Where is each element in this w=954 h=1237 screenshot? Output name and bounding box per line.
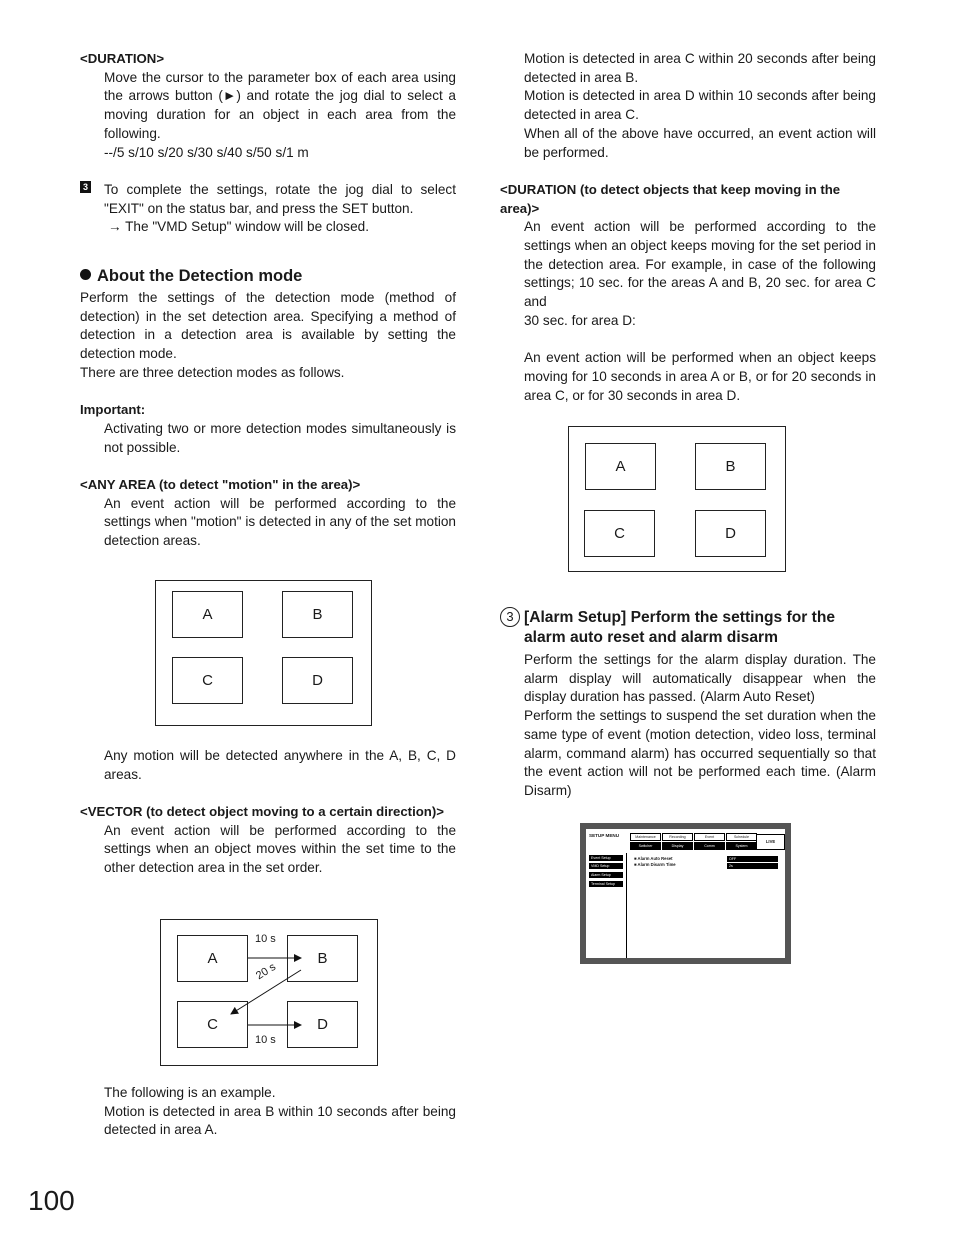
right-column — [500, 50, 876, 405]
area-a: A — [177, 935, 248, 982]
page-number: 100 — [28, 1185, 75, 1216]
any-area-after-text: Any motion will be detected anywhere in the A, B, C, D areas. — [104, 748, 456, 782]
duration-options: --/5 s/10 s/20 s/30 s/40 s/50 s/1 m — [104, 144, 309, 160]
area-a: A — [585, 443, 656, 490]
arrow-label-top: 10 s — [255, 933, 276, 945]
important-heading: Important: — [80, 402, 146, 418]
area-c: C — [584, 510, 655, 557]
vector-heading: <VECTOR (to detect object moving to a certain direction)> — [80, 804, 444, 819]
area-d: D — [282, 657, 353, 704]
duration2-heading: <DURATION (to detect objects that keep moving in the area)> — [500, 181, 841, 216]
about-paragraph-2: There are three detection modes as follows. — [80, 364, 345, 380]
duration2-text: An event action will be performed according to the settings when an object keeps moving for the set period in the detection area. For example, in case of the following settings; 10 sec. for the areas A and B, 20 sec. for area C and — [524, 219, 876, 310]
tab-comm[interactable]: Comm — [694, 842, 725, 850]
tab-display[interactable]: Display — [662, 842, 693, 850]
duration-diagram — [568, 426, 786, 572]
vector-diagram — [160, 919, 378, 1066]
tab-maintenance[interactable]: Maintenance — [630, 833, 661, 841]
example-line-2: Motion is detected in area C within 20 seconds after being detected in area B. — [524, 51, 876, 85]
menu-item-alarm-auto-reset: ■ Alarm Auto Reset — [634, 856, 673, 861]
menu-divider — [626, 853, 627, 958]
vector-example — [104, 1084, 456, 1140]
step-3-text: To complete the settings, rotate the jog dial to select "EXIT" on the status bar, and press the SET button. — [104, 181, 456, 216]
area-c: C — [172, 657, 243, 704]
sidebar-item-event-setup[interactable]: Event Setup — [589, 855, 623, 861]
section-title-text: About the Detection mode — [97, 267, 303, 286]
any-area-text: An event action will be performed according to the settings when "motion" is detected in any of the set motion detection areas. — [104, 495, 456, 549]
alarm-paragraph-2: Perform the settings to suspend the set duration when the same type of event (motion detection, video loss, terminal alarm, command alarm) has occurred sequentially so that the event action will not be performed each time. (Alarm Disarm) — [524, 708, 876, 798]
duration2-text-2: 30 sec. for area D: — [524, 312, 636, 328]
alarm-paragraph-1: Perform the settings for the alarm display duration. The alarm display will automatically disappear when the display duration has passed. (Alarm Auto Reset) — [524, 652, 876, 705]
bullet-icon — [80, 269, 91, 280]
area-b: B — [282, 591, 353, 638]
vector-text: An event action will be performed according to the settings when an object moves within the set time to the other detection area in the set order. — [104, 822, 456, 876]
alarm-heading-text: [Alarm Setup] Perform the settings for the alarm auto reset and alarm disarm — [524, 609, 836, 646]
tab-event[interactable]: Event — [694, 833, 725, 841]
area-a: A — [172, 591, 243, 638]
left-column — [80, 50, 456, 551]
about-paragraph: Perform the settings of the detection mode (method of detection) in the set detection area. Specifying a method of detection in a detection area is available by setting the detection mode. — [80, 290, 456, 362]
alarm-auto-reset-value[interactable]: OFF — [727, 856, 778, 862]
duration2-text-3: An event action will be performed when an object keeps moving for 10 seconds in area A or B, or for 20 seconds in area C, or for 30 seconds in area D. — [524, 350, 876, 403]
area-b: B — [695, 443, 766, 490]
setup-menu-screen — [586, 829, 785, 958]
arrow-label-diagonal: 20 s — [254, 960, 278, 983]
step-3-result: → The "VMD Setup" window will be closed. — [108, 219, 369, 235]
example-intro: The following is an example. — [104, 1085, 276, 1100]
area-d: D — [287, 1001, 358, 1048]
any-area-heading: <ANY AREA (to detect "motion" in the area)> — [80, 477, 361, 493]
example-line: Motion is detected in area B within 10 seconds after being detected in area A. — [104, 1103, 456, 1138]
section-title — [80, 265, 456, 287]
tab-recording[interactable]: Recording — [662, 833, 693, 841]
duration-text: Move the cursor to the parameter box of each area using the arrows button (►) and rotate the jog dial to select a moving duration for an object in each area from the following. — [104, 69, 456, 141]
step-number-badge: 3 — [80, 181, 91, 193]
tab-system[interactable]: System — [726, 842, 757, 850]
sidebar-item-vmd-setup[interactable]: VMD Setup — [589, 863, 623, 869]
live-button[interactable]: LIVE — [756, 834, 785, 850]
setup-menu-screenshot — [580, 823, 791, 964]
alarm-heading — [500, 608, 876, 647]
menu-item-alarm-disarm-time: ■ Alarm Disarm Time — [634, 862, 676, 867]
alarm-section — [500, 608, 876, 801]
step-3 — [80, 181, 456, 218]
tab-switcher[interactable]: Switcher — [630, 842, 661, 850]
any-area-diagram — [155, 580, 372, 726]
duration-heading: <DURATION> — [80, 51, 165, 66]
setup-menu-title: SETUP MENU — [589, 833, 620, 838]
area-c: C — [177, 1001, 248, 1048]
example-line-3: Motion is detected in area D within 10 seconds after being detected in area C. — [524, 88, 876, 123]
step-number-circle: 3 — [500, 607, 520, 627]
area-b: B — [287, 935, 358, 982]
important-text: Activating two or more detection modes simultaneously is not possible. — [104, 420, 456, 455]
sidebar-item-terminal-setup[interactable]: Terminal Setup — [589, 881, 623, 887]
area-d: D — [695, 510, 766, 557]
arrow-label-bottom: 10 s — [255, 1034, 276, 1046]
any-area-after — [104, 747, 456, 784]
example-conclusion: When all of the above have occurred, an event action will be performed. — [524, 125, 876, 160]
alarm-disarm-time-value[interactable]: 2s — [727, 863, 778, 869]
tab-schedule[interactable]: Schedule — [726, 833, 757, 841]
sidebar-item-alarm-setup[interactable]: Alarm Setup — [589, 872, 623, 878]
vector-section — [80, 803, 456, 878]
